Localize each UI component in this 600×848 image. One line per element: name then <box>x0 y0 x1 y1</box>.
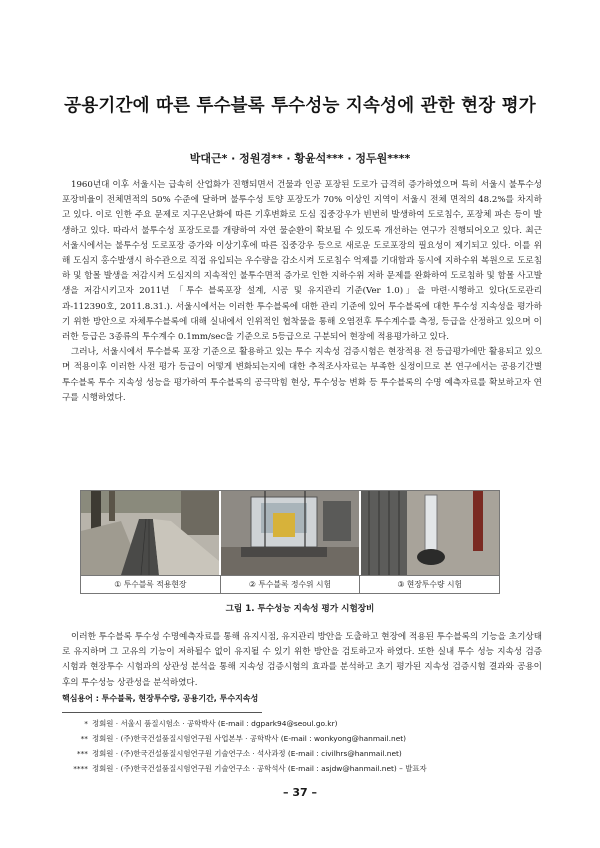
footnote <box>62 746 562 761</box>
footnote-mark: *** <box>76 749 88 758</box>
figure-subcaption: ① 투수블록 적용현장 <box>81 576 221 594</box>
footnotes <box>62 716 562 776</box>
footnote-text: 정회원 · (주)한국건설품질시험연구원 사업본부 · 공학박사 (E-mail : wonkyong@hanmail.net) <box>92 734 407 743</box>
figure-subcaption: ③ 현장투수량 시험 <box>397 580 463 589</box>
page-number: – 37 – <box>283 786 317 799</box>
footnote-text: 정회원 · (주)한국건설품질시험연구원 기술연구소 · 공학석사 (E-mail : asjdw@hanmail.net) – 발표자 <box>92 764 427 773</box>
footnote-text: 정회원 · (주)한국건설품질시험연구원 기술연구소 · 석사과정 (E-mail : civilhrs@hanmail.net) <box>92 749 402 758</box>
figure-1 <box>80 490 500 594</box>
footnote-divider <box>62 712 262 713</box>
photo-field-permeability-test <box>361 491 499 575</box>
footnote <box>62 731 562 746</box>
footnote-mark: * <box>84 719 88 728</box>
footnote-mark: **** <box>73 764 88 773</box>
paragraph: 1960년대 이후 서울시는 급속히 산업화가 진행되면서 건물과 인공 포장된 도로가 급격히 증가하였으며 특히 서울시 불투수성 포장비율이 전체면적의 50% 수준에 달하며 불투수성 토양 포장도가 70% 이상인 지역이 서울시 전체 면적의 48.2%를 차지하고 있다. 이로 인한 주요 문제로 지구온난화에 따른 기후변화로 도심 집중강우가 빈번히 발생하여 도로침수, 포장체 파손 등이 발생하고 있다. 따라서 불투수성 포장도로를 개량하여 자연 물순환이 확보될 수 있도록 개선하는 연구가 진행되어오고 있다. 최근 서울시에서는 불투수성 도로포장 증가와 이상기후에 따른 집중강우 등으로 새로운 도로포장의 필요성이 제기되고 있다. 이를 위해 도심지 홍수발생시 하수관으로 직접 유입되는 우수량을 감소시켜 도로침수 억제를 기대함과 동시에 지하수위 복원으로 도로침하 및 함몰 발생을 저감시켜 도심지의 지속적인 불투수면적 증가로 인한 지하수위 저하 문제를 완화하여 도로침하 및 함몰 사고발생을 저감시키고자 2011년 「투수 블록포장 설계, 시공 및 유지관리 기준(Ver 1.0)」을 마련·시행하고 있다(도로관리과-112390호, 2011.8.31.). 서울시에서는 이러한 투수블록에 대한 관리 기준에 있어 투수블록에 대한 투수성 지속성을 평가하기 위한 방안으로 자체투수블록에 대해 실내에서 인위적인 협착물을 통해 오염전후 투수계수를 측정, 등급을 산정하고 있으며 이러한 등급은 3종류의 투수계수 0.1mm/sec을 기준으로 5등급으로 구분되어 현장에 적용평가하고 있다. <box>62 180 542 343</box>
photo-constant-head-test <box>221 491 359 575</box>
footnote <box>62 761 562 776</box>
figure-caption-row <box>81 575 499 594</box>
figure-subcaption: ② 투수블록 정수위 시험 <box>221 576 361 594</box>
keywords: 핵심용어 : 투수블록, 현장투수량, 공용기간, 투수지속성 <box>62 694 259 703</box>
footnote <box>62 716 562 731</box>
paragraph: 그러나, 서울시에서 투수블록 포장 기준으로 활용하고 있는 투수 지속성 검증시험은 현장적용 전 등급평가에만 활용되고 있으며 적용이후 이러한 사전 평가 등급이 어떻게 변화되는지에 대한 추적조사자료는 부족한 실정이므로 본 연구에서는 공용기간별 투수블록 투수 지속성 성능을 평가하여 투수블록의 공극막힘 현상, 투수성능 변화 등 투수블록의 수명 예측자료를 확보하고자 연구를 시행하였다. <box>62 347 542 403</box>
footnote-mark: ** <box>80 734 88 743</box>
photo-paving-site <box>81 491 219 575</box>
author-list: 박대근* · 정원경** · 황윤석*** · 정두원**** <box>189 152 411 165</box>
body-text-bottom <box>62 630 542 691</box>
footnote-text: 정회원 · 서울시 품질시험소 · 공학박사 (E-mail : dgpark94@seoul.go.kr) <box>92 719 338 728</box>
figure-title: 그림 1. 투수성능 지속성 평가 시험장비 <box>225 604 375 614</box>
paper-title: 공용기간에 따른 투수블록 투수성능 지속성에 관한 현장 평가 <box>64 96 536 116</box>
body-text-top <box>62 178 542 406</box>
paragraph: 이러한 투수블록 투수성 수명예측자료를 통해 유지시점, 유지관리 방안을 도출하고 현장에 적용된 투수블록의 기능을 초기상태로 유지하며 그 고유의 기능이 저하될수 없이 유지될 수 있기 위한 방안을 검토하고자 하였다. 또한 실내 투수 성능 지속성 검증 시험과 현장투수 시험과의 상관성 분석을 통해 지속성 검증시험의 효과를 분석하고 초기 평가된 지속성 검증시험 결과와 공용이후의 투수성능 상관성을 분석하였다. <box>62 632 542 688</box>
